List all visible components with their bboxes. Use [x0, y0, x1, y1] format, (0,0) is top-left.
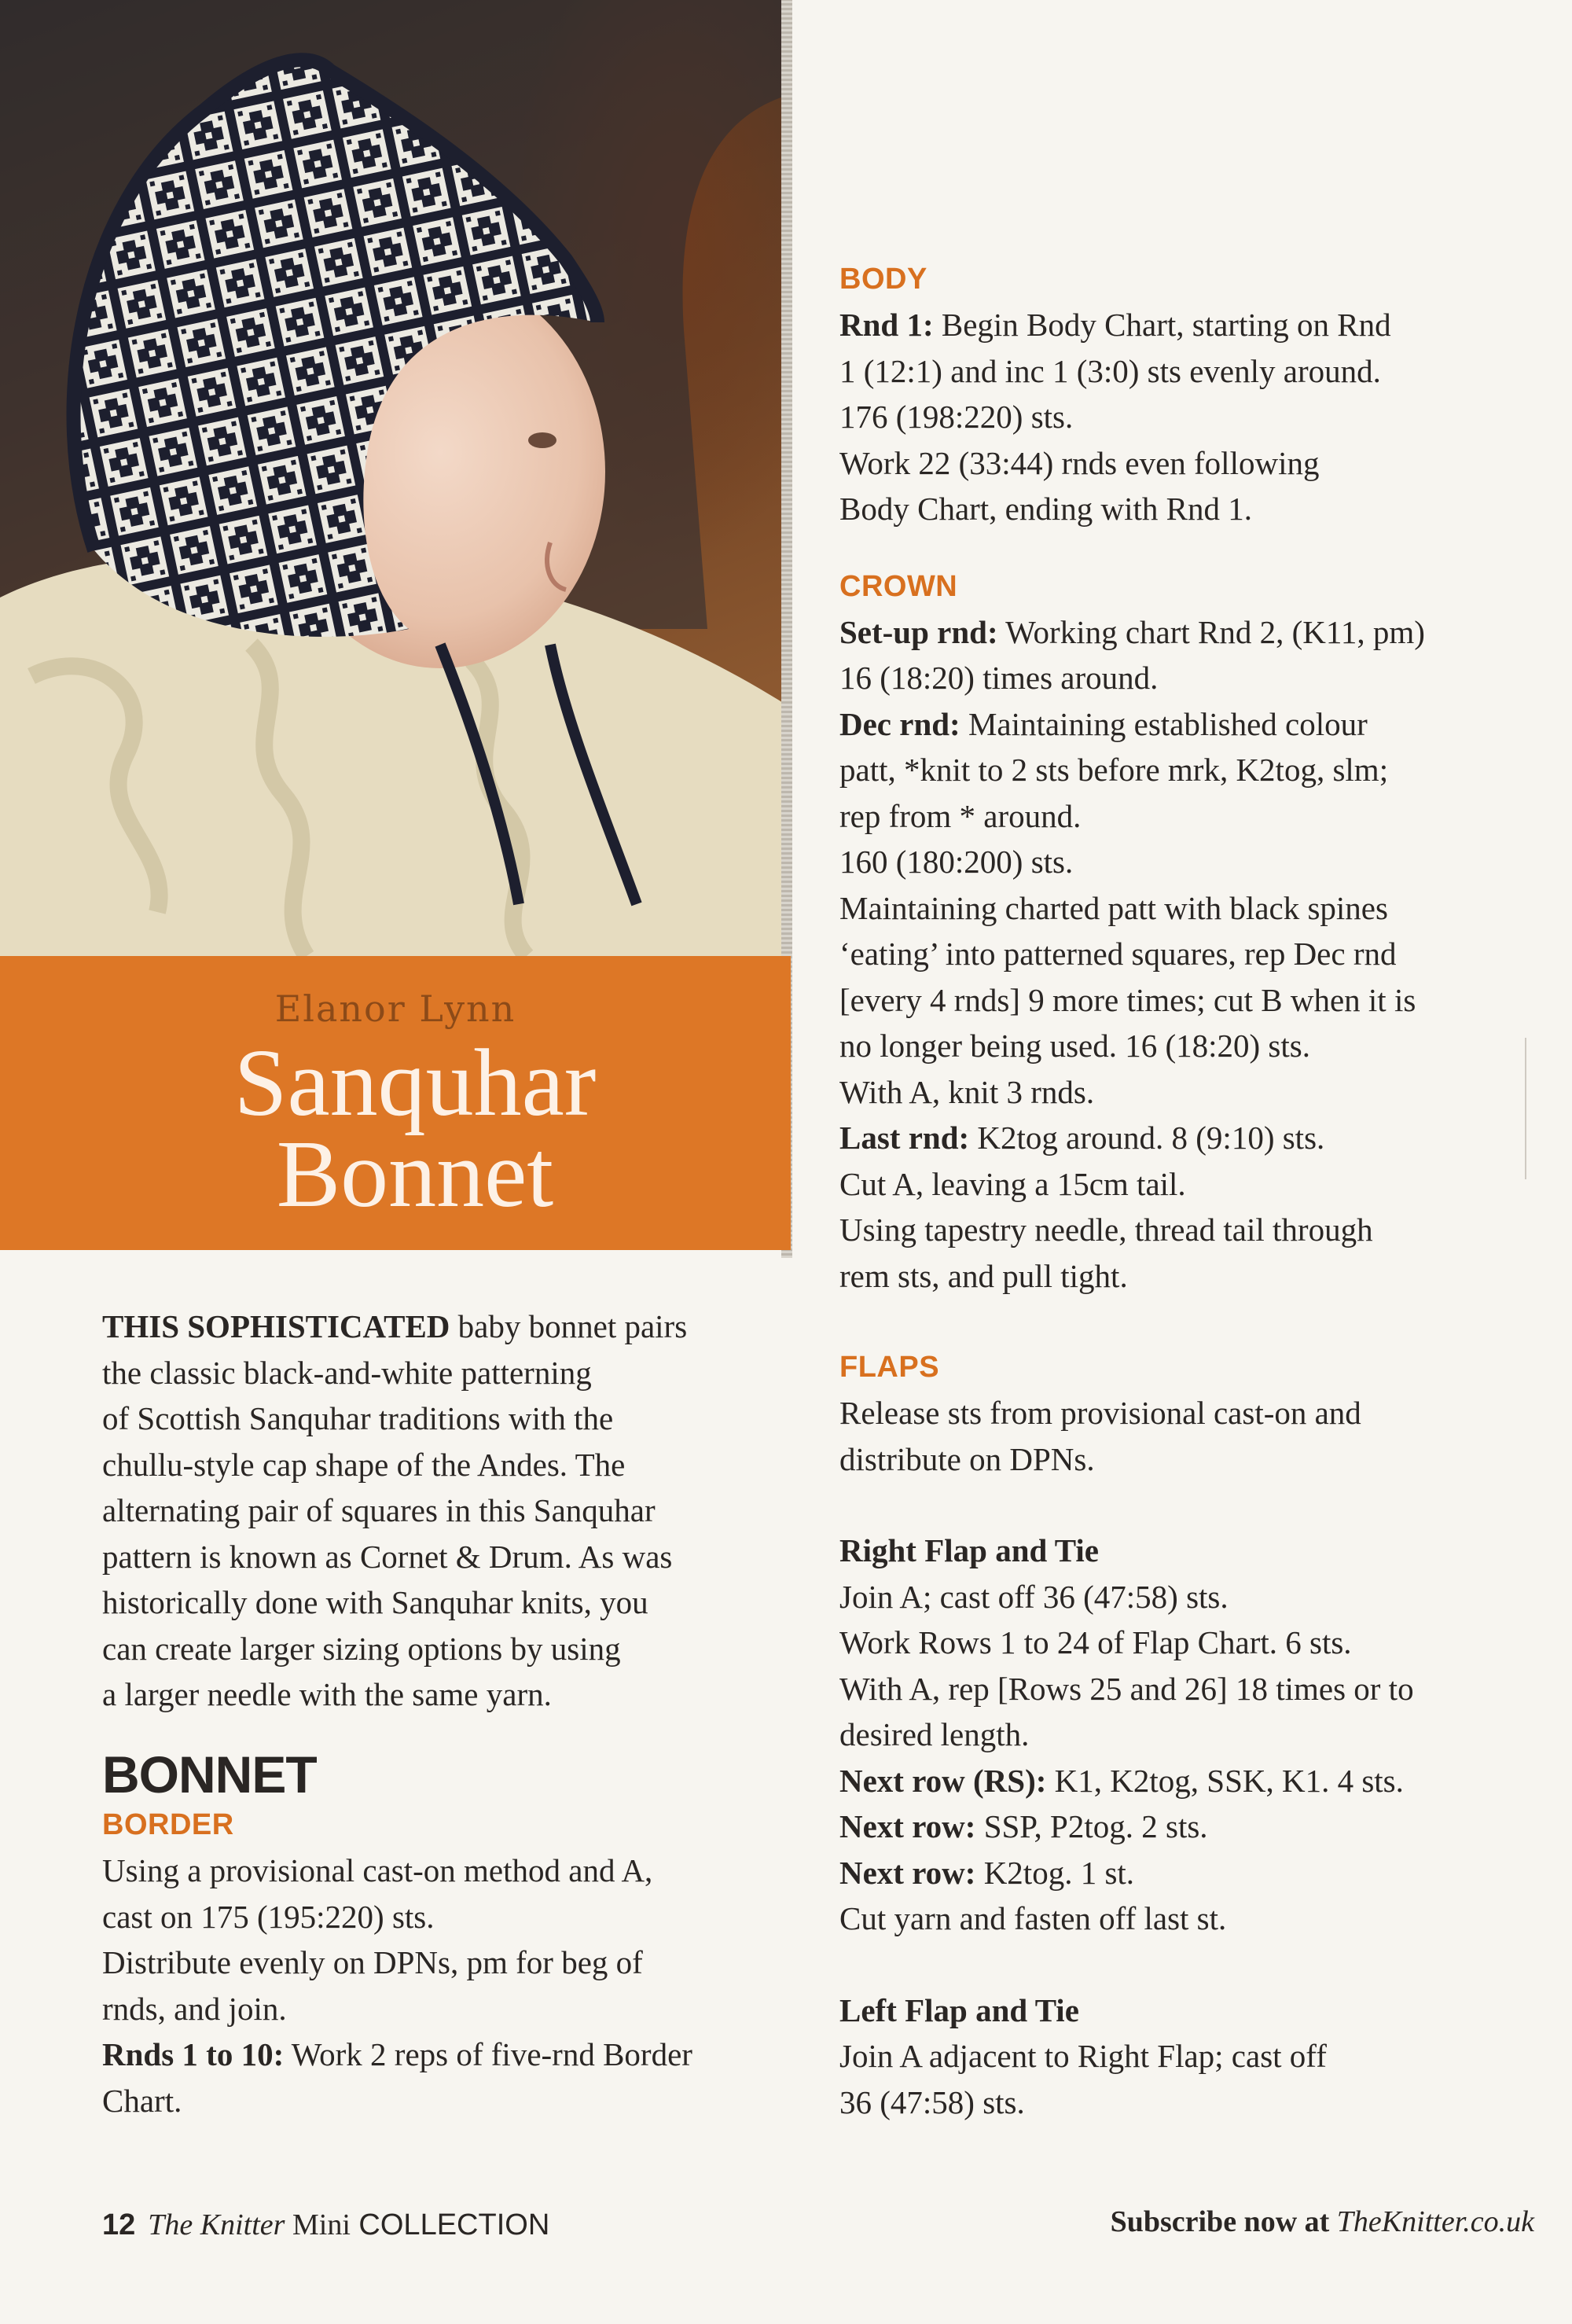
- footer-right: [1111, 2204, 1534, 2239]
- baby-in-bonnet-illustration: [0, 0, 791, 956]
- next-row-label: Next row:: [839, 1854, 976, 1891]
- border-line: cast on 175 (195:220) sts.: [102, 1898, 435, 1935]
- border-line: rnds, and join.: [102, 1990, 287, 2027]
- end-line: rem sts, and pull tight.: [839, 1257, 1128, 1294]
- border-line: Using a provisional cast-on method and A,: [102, 1852, 653, 1888]
- page-number: 12: [102, 2208, 136, 2241]
- flaps-line: Release sts from provisional cast-on and: [839, 1395, 1361, 1431]
- magazine-name: The Knitter: [148, 2208, 285, 2241]
- flaps-heading: FLAPS: [839, 1351, 940, 1384]
- body-line: 176 (198:220) sts.: [839, 399, 1074, 435]
- next-row-text: K2tog. 1 st.: [975, 1854, 1135, 1891]
- website-link[interactable]: TheKnitter.co.uk: [1336, 2205, 1534, 2238]
- last-label: Last rnd:: [839, 1120, 970, 1156]
- intro-line: pattern is known as Cornet & Drum. As was: [102, 1538, 673, 1575]
- dec-line: no longer being used. 16 (18:20) sts.: [839, 1028, 1310, 1064]
- title-line-2: Bonnet: [276, 1121, 554, 1227]
- next-rs-text: K1, K2tog, SSK, K1. 4 sts.: [1046, 1762, 1404, 1799]
- bonnet-photo: [0, 0, 791, 956]
- intro-paragraph: [102, 1304, 778, 1718]
- dec-line: patt, *knit to 2 sts before mrk, K2tog, slm;: [839, 752, 1389, 788]
- next-rs-label: Next row (RS):: [839, 1762, 1047, 1799]
- crown-heading: CROWN: [839, 569, 958, 603]
- dec-line: With A, knit 3 rnds.: [839, 1073, 1095, 1110]
- right-column: [839, 256, 1547, 2125]
- column-rule: [1525, 1038, 1526, 1179]
- setup-line-2: 16 (18:20) times around.: [839, 660, 1159, 696]
- title-line-1: Sanquhar: [233, 1030, 597, 1136]
- right-flap-line: desired length.: [839, 1716, 1030, 1752]
- body-heading: BODY: [839, 263, 927, 296]
- right-flap-heading: Right Flap and Tie: [839, 1532, 1100, 1568]
- end-line: Using tapestry needle, thread tail through: [839, 1212, 1373, 1248]
- dec-line: rep from * around.: [839, 797, 1082, 834]
- intro-line: a larger needle with the same yarn.: [102, 1676, 552, 1712]
- footer-left: [102, 2208, 549, 2242]
- intro-lead: THIS SOPHISTICATED: [102, 1308, 450, 1344]
- pattern-title: [0, 1030, 830, 1227]
- subscribe-text: Subscribe now at: [1110, 2205, 1337, 2238]
- dec-line: Maintaining charted patt with black spines: [839, 889, 1388, 926]
- setup-label: Set-up rnd:: [839, 613, 998, 650]
- rnds-label: Rnds 1 to 10:: [102, 2036, 285, 2072]
- right-flap-line: Join A; cast off 36 (47:58) sts.: [839, 1578, 1229, 1615]
- bonnet-section: [102, 1747, 778, 2124]
- dec-text: Maintaining established colour: [960, 705, 1368, 742]
- left-flap-line: Join A adjacent to Right Flap; cast off: [839, 2038, 1327, 2074]
- border-heading: BORDER: [102, 1808, 234, 1841]
- intro-line: alternating pair of squares in this Sanquhar: [102, 1492, 656, 1528]
- right-flap-line: With A, rep [Rows 25 and 26] 18 times or to: [839, 1670, 1414, 1707]
- next-row-text: SSP, P2tog. 2 sts.: [975, 1808, 1208, 1844]
- intro-line: can create larger sizing options by using: [102, 1630, 621, 1667]
- left-flap-heading: Left Flap and Tie: [839, 1991, 1079, 2028]
- dec-label: Dec rnd:: [839, 705, 960, 742]
- body-line: Body Chart, ending with Rnd 1.: [839, 491, 1253, 527]
- intro-line: of Scottish Sanquhar traditions with the: [102, 1400, 614, 1436]
- flaps-line: distribute on DPNs.: [839, 1440, 1095, 1477]
- left-flap-line: 36 (47:58) sts.: [839, 2083, 1025, 2120]
- cut-line: Cut yarn and fasten off last st.: [839, 1900, 1227, 1936]
- setup-text: Working chart Rnd 2, (K11, pm): [997, 613, 1425, 650]
- rnd1-text: Begin Body Chart, starting on Rnd: [933, 307, 1391, 343]
- last-text: K2tog around. 8 (9:10) sts.: [969, 1120, 1325, 1156]
- dec-line: 160 (180:200) sts.: [839, 844, 1074, 880]
- rnds-text: Work 2 reps of five-rnd Border: [284, 2036, 692, 2072]
- rnds-text-cont: Chart.: [102, 2082, 182, 2119]
- dec-line: [every 4 rnds] 9 more times; cut B when it is: [839, 981, 1416, 1018]
- magazine-mini: Mini: [285, 2208, 351, 2241]
- intro-line: chullu-style cap shape of the Andes. The: [102, 1446, 626, 1483]
- border-line: Distribute evenly on DPNs, pm for beg of: [102, 1944, 643, 1980]
- bonnet-heading: BONNET: [102, 1745, 317, 1804]
- intro-line: the classic black-and-white patterning: [102, 1354, 592, 1391]
- next-row-label: Next row:: [839, 1808, 976, 1844]
- dec-line: ‘eating’ into patterned squares, rep Dec rnd: [839, 936, 1397, 972]
- designer-name: Elanor Lynn: [274, 987, 516, 1030]
- magazine-collection: COLLECTION: [350, 2208, 550, 2241]
- end-line: Cut A, leaving a 15cm tail.: [839, 1165, 1186, 1202]
- intro-line: baby bonnet pairs: [450, 1308, 688, 1344]
- rnd1-label: Rnd 1:: [839, 307, 934, 343]
- intro-line: historically done with Sanquhar knits, you: [102, 1584, 648, 1620]
- body-line: 1 (12:1) and inc 1 (3:0) sts evenly around.: [839, 352, 1381, 389]
- body-line: Work 22 (33:44) rnds even following: [839, 444, 1320, 481]
- right-flap-line: Work Rows 1 to 24 of Flap Chart. 6 sts.: [839, 1624, 1352, 1660]
